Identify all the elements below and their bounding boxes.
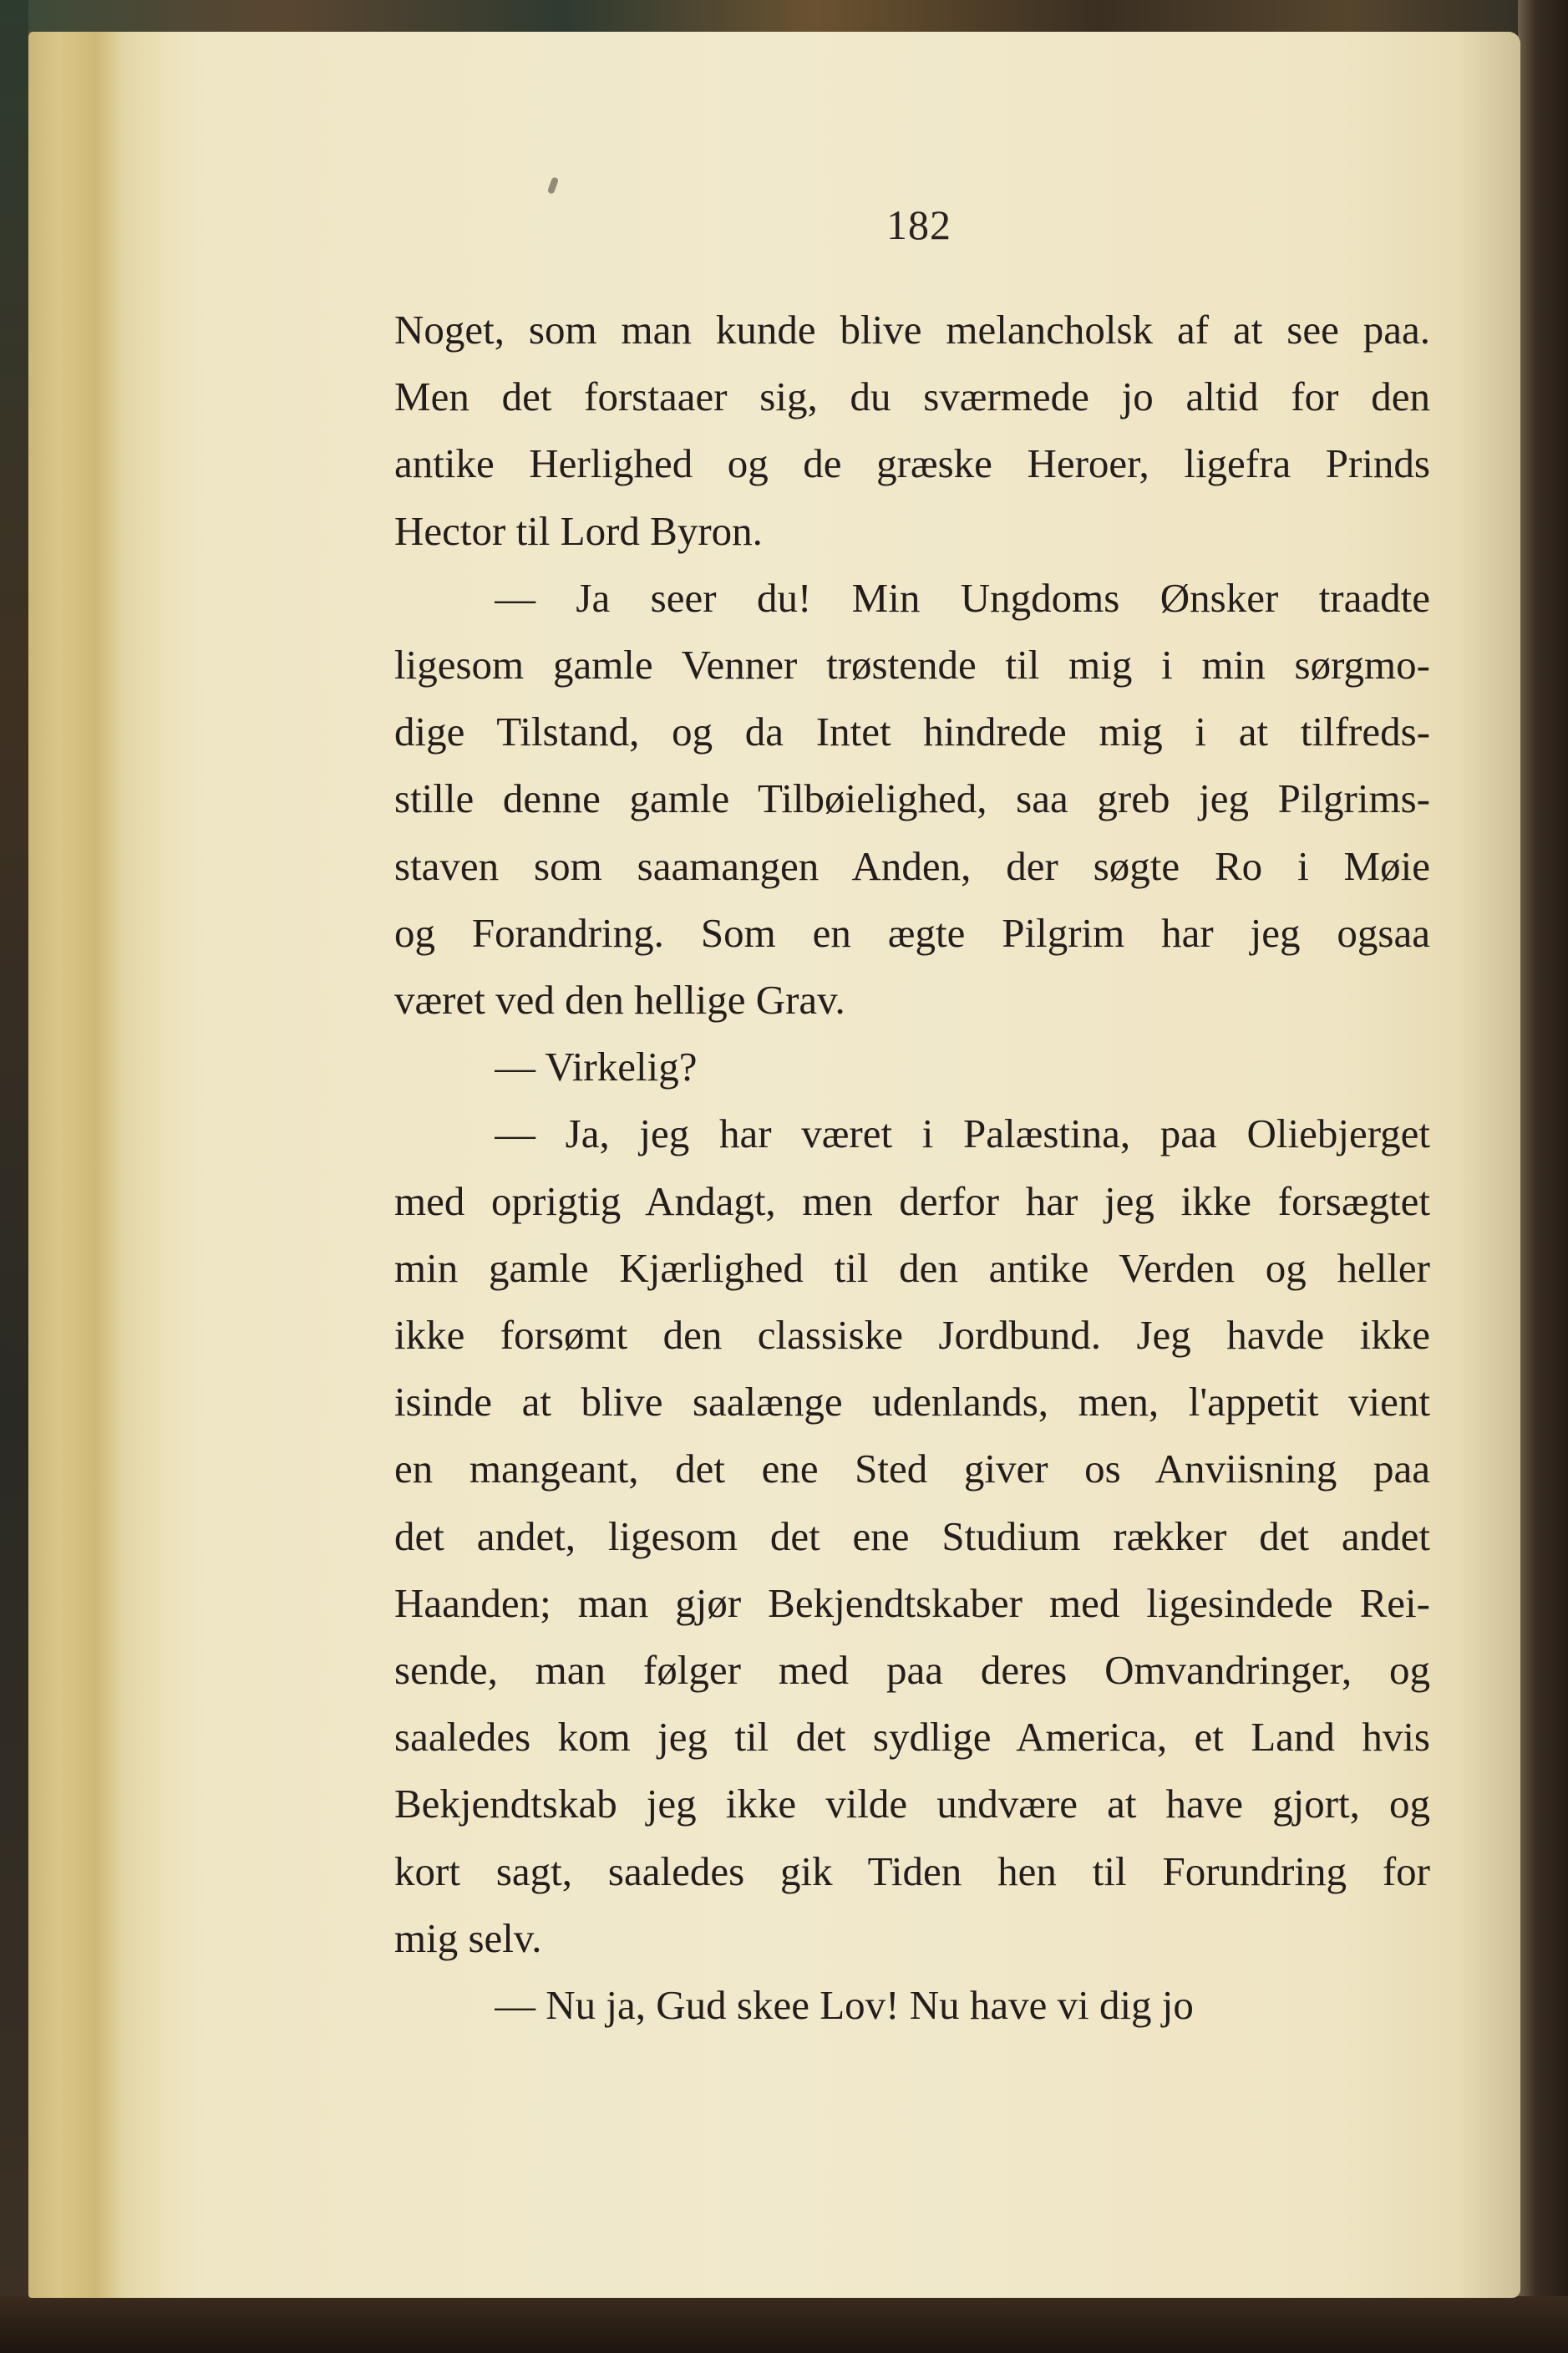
text-line: sende, man følger med paa deres Omvandringer, og xyxy=(394,1647,1430,1693)
text-line: kort sagt, saaledes gik Tiden hen til Forundring for xyxy=(394,1847,1430,1894)
text-line: ikke forsømt den classiske Jordbund. Jeg havde ikke xyxy=(394,1312,1430,1358)
text-line: min gamle Kjærlighed til den antike Verden og heller xyxy=(394,1244,1430,1291)
book-binding-right xyxy=(1518,0,1568,2353)
text-line: isinde at blive saalænge udenlands, men, l'appetit vient xyxy=(394,1379,1430,1426)
text-line: det andet, ligesom det ene Studium rækker det andet xyxy=(394,1512,1430,1559)
text-line: — Virkelig? xyxy=(495,1044,698,1090)
text-line: antike Herlighed og de græske Heroer, ligefra Prinds xyxy=(394,440,1430,487)
book-binding-left xyxy=(0,0,28,2353)
text-line: en mangeant, det ene Sted giver os Anviisning paa xyxy=(394,1446,1430,1492)
text-line: — Ja, jeg har været i Palæstina, paa Oliebjerget xyxy=(495,1110,1430,1157)
text-line: ligesom gamle Venner trøstende til mig i min sørgmo- xyxy=(394,642,1430,688)
book-binding-top xyxy=(0,0,1568,33)
page-number: 182 xyxy=(886,201,951,248)
text-line: og Forandring. Som en ægte Pilgrim har jeg ogsaa xyxy=(394,909,1430,956)
text-line: — Ja seer du! Min Ungdoms Ønsker traadte xyxy=(495,574,1430,621)
text-line: stille denne gamle Tilbøielighed, saa greb jeg Pilgrims- xyxy=(394,775,1430,822)
text-line: — Nu ja, Gud skee Lov! Nu have vi dig jo xyxy=(495,1982,1194,2028)
text-line: saaledes kom jeg til det sydlige America, et Land hvis xyxy=(394,1714,1430,1761)
text-line: dige Tilstand, og da Intet hindrede mig i at tilfreds- xyxy=(394,709,1430,755)
text-line: Haanden; man gjør Bekjendtskaber med ligesindede Rei- xyxy=(394,1579,1430,1626)
text-line: Men det forstaaer sig, du sværmede jo altid for den xyxy=(394,374,1430,420)
text-line: været ved den hellige Grav. xyxy=(394,977,845,1023)
text-line: mig selv. xyxy=(394,1914,542,1961)
text-line: staven som saamangen Anden, der søgte Ro i Møie xyxy=(394,842,1430,889)
text-line: Bekjendtskab jeg ikke vilde undvære at have gjort, og xyxy=(394,1781,1430,1827)
text-line: Hector til Lord Byron. xyxy=(394,507,763,554)
text-line: med oprigtig Andagt, men derfor har jeg ikke forsægtet xyxy=(394,1177,1430,1224)
book-binding-bottom xyxy=(0,2296,1568,2353)
text-line: Noget, som man kunde blive melancholsk af at see paa. xyxy=(394,307,1430,353)
